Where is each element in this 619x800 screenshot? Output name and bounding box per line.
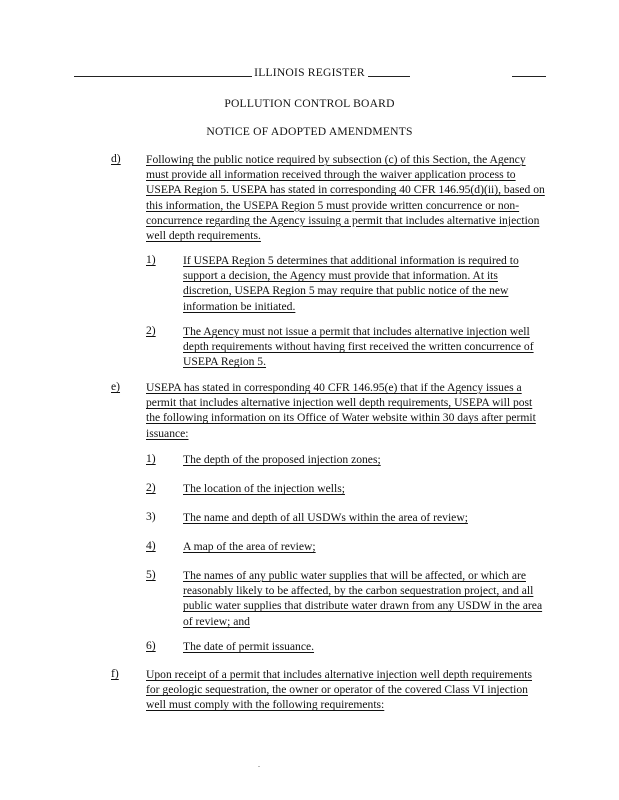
section-e-item-3-text: The name and depth of all USDWs within the area of review; <box>183 511 468 524</box>
notice-title: NOTICE OF ADOPTED AMENDMENTS <box>206 125 413 138</box>
section-f-label: f) <box>111 667 119 680</box>
section-e-item-5-text: The names of any public water supplies that will be affected, or which are reasonably likely to be affected, by the carbon sequestration project, and all public water supplies that distribute water drawn from any USDW in the area of review; and <box>183 569 543 628</box>
section-d-item-1-text: If USEPA Region 5 determines that additional information is required to support a decision, the Agency must provide that information. At its discretion, USEPA Region 5 may require that public notice of the new information be initiated. <box>183 254 519 313</box>
section-d-label: d) <box>111 152 121 165</box>
footer-mark: . <box>258 760 260 769</box>
section-d-item-1-label: 1) <box>146 253 156 266</box>
section-e-item-4-text: A map of the area of review; <box>183 540 316 553</box>
section-e-text: USEPA has stated in corresponding 40 CFR 146.95(e) that if the Agency issues a permit that includes alternative injection well depth requirements, USEPA will post the following information on its Office of Water website within 30 days after permit issuance: <box>146 381 536 440</box>
section-e-item-2-text: The location of the injection wells; <box>183 482 345 495</box>
section-e-item-4-label: 4) <box>146 539 156 552</box>
section-e-item-2-label: 2) <box>146 481 156 494</box>
section-e-item-1-text: The depth of the proposed injection zones; <box>183 453 381 466</box>
section-e-item-5-label: 5) <box>146 568 156 581</box>
section-d-item-2-text: The Agency must not issue a permit that includes alternative injection well depth requirements without having first received the written concurrence of USEPA Region 5. <box>183 325 534 369</box>
section-d-text: Following the public notice required by subsection (c) of this Section, the Agency must provide all information received through the waiver application process to USEPA Region 5. USEPA has stated in corresponding 40 CFR 146.95(d)(ii), based on this information, the USEPA Region 5 must provide written concurrence or non-concurrence regarding the Agency issuing a permit that includes alternative injection well depth requirements. <box>146 153 545 243</box>
section-f-text: Upon receipt of a permit that includes alternative injection well depth requirements for geologic sequestration, the owner or operator of the covered Class VI injection well must comply with the following requirements: <box>146 668 533 712</box>
section-e-item-1-label: 1) <box>146 452 156 465</box>
board-title: POLLUTION CONTROL BOARD <box>224 97 395 110</box>
register-title: ILLINOIS REGISTER <box>254 66 365 79</box>
section-e-label: e) <box>111 380 121 393</box>
section-d-item-2-label: 2) <box>146 324 156 337</box>
section-e-item-6-label: 6) <box>146 639 156 652</box>
section-e-item-3-label: 3) <box>146 510 156 523</box>
section-e-item-6-text: The date of permit issuance. <box>183 640 315 653</box>
